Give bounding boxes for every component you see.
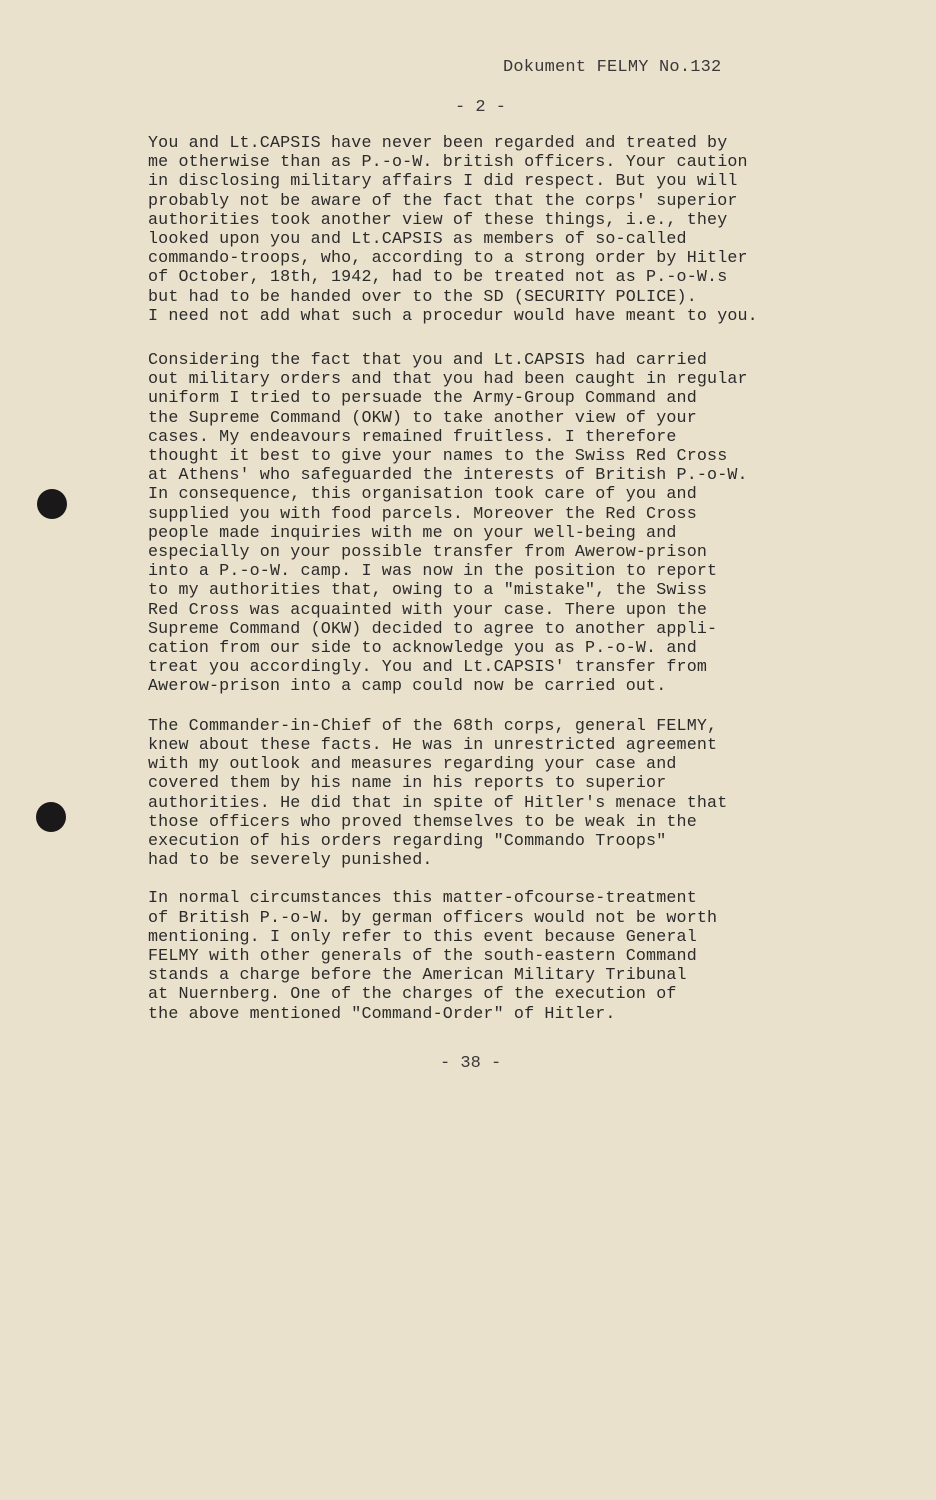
letter-body	[148, 134, 848, 1043]
page-number: - 38 -	[440, 1054, 502, 1073]
paragraph: In normal circumstances this matter-ofcourse-treatment of British P.-o-W. by german officers would not be worth mentioning. I only refer to this event because General FELMY with other generals of the south-eastern Command stands a charge before the American Military Tribunal at Nuernberg. One of the charges of the execution of the above mentioned "Command-Order" of Hitler.	[148, 889, 718, 1024]
paragraph: Considering the fact that you and Lt.CAPSIS had carried out military orders and that you had been caught in regular uniform I tried to persuade the Army-Group Command and the Supreme Command (OKW) to take another view of your cases. My endeavours remained fruitless. I therefore thought it best to give your names to the Swiss Red Cross at Athens' who safeguarded the interests of British P.-o-W. In consequence, this organisation took care of you and supplied you with food parcels. Moreover the Red Cross people made inquiries with me on your well-being and especially on your possible transfer from Awerow-prison into a P.-o-W. camp. I was now in the position to report to my authorities that, owing to a "mistake", the Swiss Red Cross was acquainted with your case. There upon the Supreme Command (OKW) decided to agree to another appli- cation from our side to acknowledge you as P.-o-W. and treat you accordingly. You and Lt.CAPSIS' transfer from Awerow-prison into a camp could now be carried out.	[148, 351, 748, 697]
paragraph: The Commander-in-Chief of the 68th corps, general FELMY, knew about these facts. He was in unrestricted agreement with my outlook and measures regarding your case and covered them by his name in his reports to superior authorities. He did that in spite of Hitler's menace that those officers who proved themselves to be weak in the execution of his orders regarding "Commando Troops" had to be severely punished.	[148, 716, 728, 871]
document-reference: Dokument FELMY No.132	[503, 58, 722, 77]
punch-hole	[37, 489, 67, 519]
punch-hole	[36, 802, 66, 832]
page-marker: - 2 -	[455, 98, 507, 117]
paragraph: You and Lt.CAPSIS have never been regarded and treated by me otherwise than as P.-o-W. british officers. Your caution in disclosing military affairs I did respect. But you will probably not be aware of the fact that the corps' superior authorities took another view of these things, i.e., they looked upon you and Lt.CAPSIS as members of so-called commando-troops, who, according to a strong order by Hitler of October, 18th, 1942, had to be treated not as P.-o-W.s but had to be handed over to the SD (SECURITY POLICE). I need not add what such a procedur would have meant to you.	[148, 134, 758, 326]
